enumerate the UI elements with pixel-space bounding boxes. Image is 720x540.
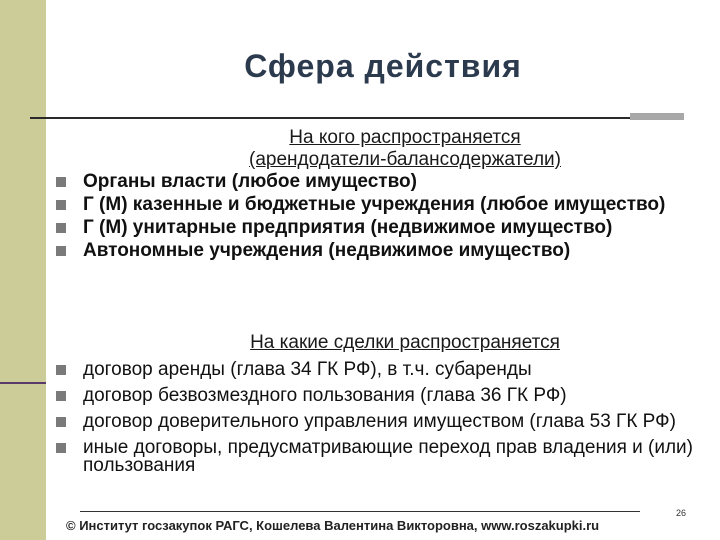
footer-credit: © Институт госзакупок РАГС, Кошелева Валентина Викторовна, www.roszakupki.ru: [66, 518, 600, 533]
list-item: [56, 387, 706, 405]
title-underline: [30, 117, 630, 119]
sidebar-divider: [0, 382, 46, 384]
list-item-text: договор аренды (глава 34 ГК РФ), в т.ч. субаренды: [83, 359, 532, 380]
list-item-text: Органы власти (любое имущество): [83, 171, 417, 192]
list-item: [56, 439, 706, 475]
square-bullet-icon: [56, 443, 66, 453]
square-bullet-icon: [56, 391, 66, 401]
list-item: [56, 172, 706, 192]
list-item-text: Автономные учреждения (недвижимое имущество): [83, 240, 571, 261]
list-item-text: Г (М) унитарные предприятия (недвижимое имущество): [83, 217, 613, 238]
list-item: [56, 413, 706, 431]
list-item-text: иные договоры, предусматривающие переход прав владения и (или) пользования: [83, 437, 693, 476]
list-item-text: договор доверительного управления имуществом (глава 53 ГК РФ): [83, 411, 676, 432]
square-bullet-icon: [56, 246, 66, 256]
square-bullet-icon: [56, 200, 66, 210]
list-item: [56, 241, 706, 261]
slide-title: Сфера действия: [244, 48, 522, 84]
deals-list: [56, 361, 706, 483]
section-heading-who-line1: На кого распространяется: [289, 127, 521, 148]
square-bullet-icon: [56, 417, 66, 427]
list-item: [56, 195, 706, 215]
square-bullet-icon: [56, 365, 66, 375]
section-heading-deals-text: На какие сделки распространяется: [250, 332, 560, 353]
list-item: [56, 218, 706, 238]
who-list: [56, 172, 706, 264]
list-item-text: договор безвозмездного пользования (глава 36 ГК РФ): [83, 385, 567, 406]
title-accent-bar: [630, 113, 684, 120]
section-heading-who-line2: (арендодатели-балансодержатели): [249, 149, 561, 170]
square-bullet-icon: [56, 177, 66, 187]
list-item-text: Г (М) казенные и бюджетные учреждения (любое имущество): [83, 194, 666, 215]
list-item: [56, 361, 706, 379]
section-heading-deals: [150, 332, 660, 354]
footer-divider: [80, 511, 640, 512]
page-number: 26: [676, 508, 687, 518]
sidebar-band: [0, 0, 46, 540]
square-bullet-icon: [56, 223, 66, 233]
section-heading-who: [150, 127, 660, 171]
